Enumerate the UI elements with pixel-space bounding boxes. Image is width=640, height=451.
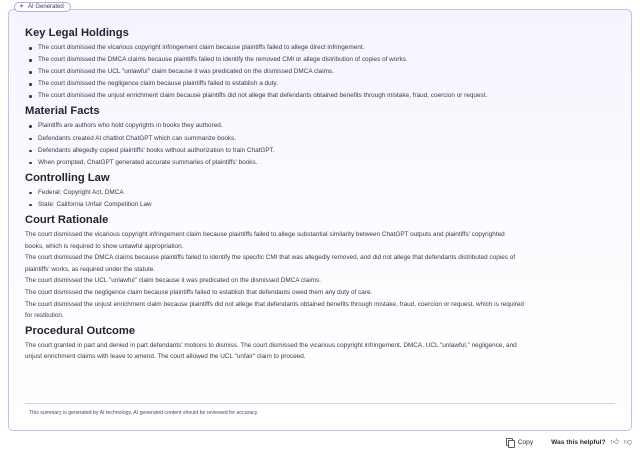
summary-footer (506, 437, 632, 447)
sparkle-icon: ✦ (19, 4, 25, 10)
paragraph-line: for restitution. (25, 312, 64, 320)
list-item: State: California Unfair Competition Law (38, 199, 615, 211)
list-item: Federal: Copyright Act, DMCA (38, 187, 615, 199)
list-item: The court dismissed the DMCA claims because plaintiffs failed to identify the removed CMI or allege distribution of copies of works. (38, 54, 615, 66)
paragraph-line: plaintiffs' works, as required under the statute. (25, 265, 156, 273)
section-heading: Procedural Outcome (25, 324, 136, 337)
section-heading: Material Facts (25, 105, 100, 118)
copy-button[interactable] (506, 438, 533, 446)
section-controlling-law (25, 171, 615, 211)
summary-content (25, 26, 615, 365)
feedback-group (551, 437, 632, 447)
section-key-legal-holdings (25, 26, 615, 102)
badge-label: AI Generated (28, 4, 64, 10)
copy-label: Copy (517, 438, 534, 446)
paragraph-line: The court dismissed the DMCA claims because plaintiffs failed to identify the specific CMI that was allegedly removed, and did not allege that defendants distributed copies of (25, 254, 516, 262)
list-item: The court dismissed the UCL "unlawful" claim because it was predicated on the dismissed DMCA claims. (38, 66, 615, 78)
rationale-paragraph (25, 229, 615, 322)
thumbs-up-icon[interactable]: 👍︎ (610, 437, 619, 446)
helpful-label: Was this helpful? (551, 438, 606, 446)
paragraph-line: The court dismissed the negligence claim because plaintiffs failed to establish that defendants owed them any duty of care. (25, 289, 373, 296)
copy-icon (506, 438, 514, 446)
section-material-facts (25, 104, 615, 168)
thumbs-down-icon[interactable]: 👎︎ (623, 437, 632, 446)
paragraph-line: The court dismissed the vicarious copyright infringement claim because plaintiffs failed to allege substantial similarity between ChatGPT outputs and plaintiffs' copyrighted (25, 231, 505, 239)
facts-list (25, 120, 615, 168)
outcome-paragraph (25, 340, 615, 363)
list-item: Plaintiffs are authors who hold copyrights in books they authored. (38, 120, 615, 132)
paragraph-line: The court granted in part and denied in part defendants' motions to dismiss. The court dismissed the vicarious copyright infringement, DMCA, UCL "unlawful," negligence, and (25, 341, 517, 349)
law-list (25, 187, 615, 211)
section-procedural-outcome (25, 324, 615, 363)
list-item: The court dismissed the unjust enrichment claim because plaintiffs did not allege that defendants obtained benefits through mistake, fraud, coercion or request. (38, 90, 615, 102)
holdings-list (25, 42, 615, 102)
list-item: When prompted, ChatGPT generated accurate summaries of plaintiffs' books. (38, 157, 615, 169)
paragraph-line: The court dismissed the unjust enrichment claim because plaintiffs did not allege that defendants obtained benefits through mistake, fraud, coercion or request, which is required (25, 300, 524, 308)
paragraph-line: The court dismissed the UCL "unlawful" claim because it was predicated on the dismissed DMCA claims. (25, 277, 321, 285)
list-item: The court dismissed the negligence claim because plaintiffs failed to establish a duty. (38, 78, 615, 90)
section-heading: Key Legal Holdings (25, 27, 129, 39)
section-heading: Controlling Law (25, 171, 110, 184)
list-item: Defendants allegedly copied plaintiffs' books without authorization to train ChatGPT. (38, 145, 615, 157)
section-court-rationale (25, 213, 615, 322)
divider (25, 403, 615, 404)
paragraph-line: books, which is required to show unlawful appropriation. (25, 242, 184, 250)
list-item: The court dismissed the vicarious copyright infringement claim because plaintiffs failed to allege direct infringement. (38, 42, 615, 54)
ai-disclaimer: This summary is generated by AI technology. AI generated content should be reviewed for accuracy. (29, 410, 259, 416)
paragraph-line: unjust enrichment claims with leave to amend. The court allowed the UCL "unfair" claim to proceed. (25, 353, 306, 361)
list-item: Defendants created AI chatbot ChatGPT which can summarize books. (38, 133, 615, 145)
ai-summary-card (8, 9, 632, 431)
ai-generated-badge (14, 2, 71, 12)
section-heading: Court Rationale (25, 214, 109, 227)
